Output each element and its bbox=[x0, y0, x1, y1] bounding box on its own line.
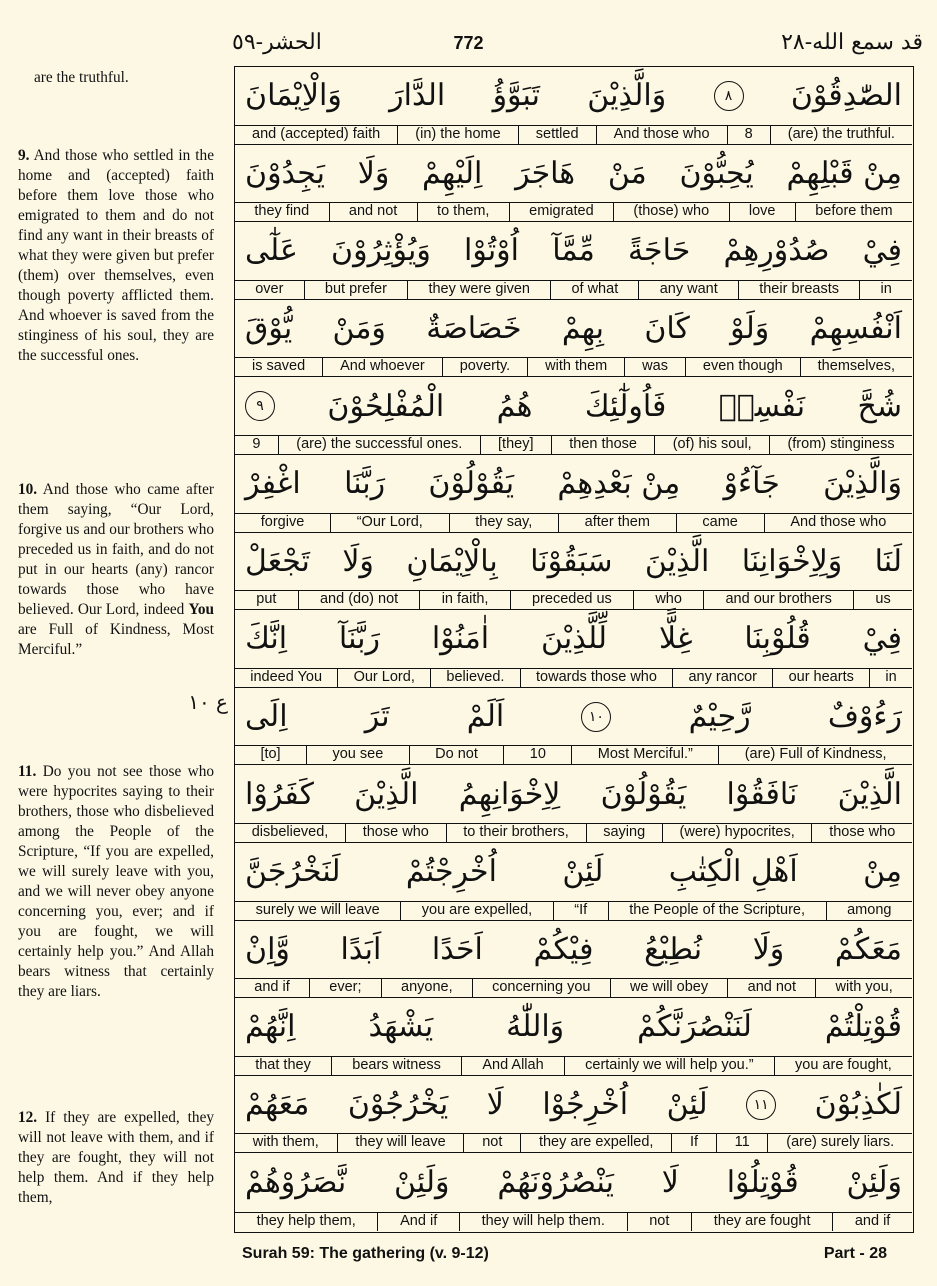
arabic-word: كَانَ bbox=[644, 311, 690, 347]
english-gloss-cell: was bbox=[624, 358, 685, 376]
arabic-word: لِاِخْوَانِهِمُ bbox=[458, 776, 561, 812]
verse-text: And those who came after them saying, “Our Lord, forgive us and our brothers who preceded us in faith, and do not put in our hearts (any) rancor towards those who have believed. Our Lord, indeed bbox=[18, 481, 215, 618]
arabic-word: يَقُوْلُوْنَ bbox=[600, 776, 687, 812]
english-gloss-cell: our hearts bbox=[772, 669, 869, 687]
arabic-word: الَّذِيْنَ bbox=[354, 776, 419, 812]
english-gloss-cell: they will leave bbox=[337, 1134, 464, 1152]
english-gloss-cell: any want bbox=[638, 281, 738, 299]
translation-verse-9 bbox=[18, 146, 214, 366]
arabic-word: الَّذِيْنَ bbox=[644, 543, 710, 579]
arabic-line bbox=[235, 145, 912, 203]
english-gloss-line bbox=[235, 1056, 912, 1075]
english-gloss-cell: (were) hypocrites, bbox=[662, 824, 812, 842]
english-gloss-cell: poverty. bbox=[442, 358, 527, 376]
english-gloss-cell: they help them, bbox=[256, 1212, 356, 1229]
english-gloss-cell: in bbox=[869, 669, 912, 687]
translation-verse-11 bbox=[18, 762, 214, 1002]
arabic-word: قُلُوْبِنَا bbox=[744, 621, 811, 657]
surah-name-arabic: الحشر-٥٩ bbox=[232, 30, 322, 55]
arabic-word: يَقُوْلُوْنَ bbox=[428, 466, 515, 502]
arabic-word: فِيْ bbox=[862, 233, 902, 269]
grid-row bbox=[235, 998, 912, 1076]
page-number: 772 bbox=[453, 33, 484, 53]
arabic-word: اِنَّهُمْ bbox=[245, 1009, 296, 1045]
english-gloss-cell: forgive bbox=[260, 513, 305, 530]
english-gloss-cell: even though bbox=[685, 358, 800, 376]
english-gloss-cell: any rancor bbox=[672, 669, 772, 687]
footer-surah: Surah 59: The gathering (v. 9-12) bbox=[242, 1245, 489, 1262]
english-gloss-cell: [to] bbox=[260, 746, 281, 763]
english-gloss-cell: And if bbox=[377, 1213, 458, 1231]
english-gloss-cell: not bbox=[627, 1213, 692, 1231]
english-gloss-cell: then those bbox=[551, 436, 654, 454]
english-gloss-cell: 8 bbox=[727, 126, 770, 144]
english-gloss-cell: disbelieved, bbox=[251, 823, 329, 840]
english-gloss-cell: (are) surely liars. bbox=[767, 1134, 912, 1152]
english-gloss-line bbox=[235, 202, 912, 221]
english-gloss-cell: “If bbox=[553, 902, 608, 920]
english-gloss-cell: and (do) not bbox=[298, 591, 420, 609]
english-gloss-cell: to their brothers, bbox=[446, 824, 586, 842]
arabic-line bbox=[235, 1076, 912, 1134]
arabic-line bbox=[235, 533, 912, 591]
arabic-word: وَمَنْ bbox=[332, 311, 386, 347]
arabic-word: نُطِيْعُ bbox=[644, 931, 703, 967]
arabic-word: عَلٰٓى bbox=[245, 233, 298, 269]
english-gloss-line bbox=[235, 357, 912, 376]
english-gloss-cell: they are expelled, bbox=[520, 1134, 671, 1152]
arabic-word: الَّذِيْنَ bbox=[837, 776, 902, 812]
arabic-word: يَشْهَدُ bbox=[368, 1009, 434, 1045]
english-gloss-cell: And whoever bbox=[322, 358, 442, 376]
grid-row bbox=[235, 765, 912, 843]
arabic-word: وَالَّذِيْنَ bbox=[823, 466, 902, 502]
arabic-word: رَّحِيْمٌ bbox=[688, 699, 751, 735]
arabic-word: وَلَا bbox=[342, 543, 374, 579]
english-gloss-cell: of what bbox=[550, 281, 638, 299]
arabic-line bbox=[235, 610, 912, 668]
arabic-word: اَنْفُسِهِمْ bbox=[809, 311, 902, 347]
arabic-word: غِلًّا bbox=[658, 621, 693, 657]
arabic-word: يَجِدُوْنَ bbox=[245, 155, 326, 191]
english-gloss-line bbox=[235, 823, 912, 842]
arabic-line bbox=[235, 1153, 912, 1211]
english-gloss-cell: saying bbox=[586, 824, 662, 842]
arabic-line bbox=[235, 222, 912, 280]
ayah-end-mark: ١٠ bbox=[581, 702, 611, 732]
english-gloss-cell: (of) his soul, bbox=[654, 436, 769, 454]
arabic-word: لَا bbox=[486, 1087, 504, 1123]
arabic-word: الصّٰدِقُوْنَ bbox=[790, 78, 902, 114]
english-gloss-line bbox=[235, 435, 912, 454]
arabic-word: لَنَا bbox=[874, 543, 902, 579]
english-gloss-cell: we will obey bbox=[610, 979, 728, 997]
english-gloss-cell: in bbox=[859, 281, 912, 299]
arabic-word: قُوْتِلْتُمْ bbox=[824, 1009, 902, 1045]
english-gloss-cell: And Allah bbox=[461, 1057, 564, 1075]
english-gloss-cell: “Our Lord, bbox=[330, 514, 449, 532]
grid-row bbox=[235, 455, 912, 533]
arabic-word: خَصَاصَةٌ bbox=[426, 311, 522, 347]
page-header bbox=[0, 0, 937, 60]
english-gloss-cell: (are) the truthful. bbox=[770, 126, 912, 144]
arabic-word: تَبَوَّؤُ bbox=[492, 78, 540, 114]
english-gloss-cell: themselves, bbox=[800, 358, 912, 376]
english-gloss-line bbox=[235, 745, 912, 764]
grid-row bbox=[235, 300, 912, 378]
arabic-line bbox=[235, 843, 912, 901]
arabic-word: نَفْسِهٖ bbox=[718, 388, 806, 424]
english-gloss-cell: Most Merciful.” bbox=[571, 746, 718, 764]
arabic-word: وَلَئِنْ bbox=[394, 1164, 450, 1200]
arabic-word: اُوْتُوْا bbox=[464, 233, 520, 269]
verse-number: 10. bbox=[18, 481, 38, 498]
english-gloss-cell: And those who bbox=[596, 126, 727, 144]
arabic-word: مَنْ bbox=[607, 155, 647, 191]
arabic-word: اغْفِرْ bbox=[245, 466, 301, 502]
english-gloss-cell: and (accepted) faith bbox=[252, 125, 381, 142]
english-gloss-cell: you see bbox=[306, 746, 409, 764]
english-gloss-line bbox=[235, 901, 912, 920]
arabic-word: قُوْتِلُوْا bbox=[726, 1164, 799, 1200]
arabic-word: وَلَا bbox=[357, 155, 390, 191]
english-gloss-line bbox=[235, 668, 912, 687]
grid-row bbox=[235, 921, 912, 999]
english-gloss-cell: in faith, bbox=[419, 591, 509, 609]
arabic-word: لَنَنْصُرَنَّكُمْ bbox=[637, 1009, 752, 1045]
english-gloss-cell: bears witness bbox=[331, 1057, 461, 1075]
english-gloss-cell: And those who bbox=[764, 514, 912, 532]
word-by-word-grid bbox=[234, 66, 914, 1233]
english-gloss-cell: those who bbox=[811, 824, 912, 842]
english-gloss-cell: the People of the Scripture, bbox=[608, 902, 826, 920]
ayah-end-mark: ٩ bbox=[245, 391, 275, 421]
arabic-word: مِّمَّآ bbox=[552, 233, 595, 269]
arabic-word: هُمُ bbox=[496, 388, 533, 424]
grid-row bbox=[235, 610, 912, 688]
english-gloss-cell: they will help them. bbox=[459, 1213, 627, 1231]
arabic-word: اُخْرِجُوْا bbox=[542, 1087, 629, 1123]
arabic-word: الْمُفْلِحُوْنَ bbox=[327, 388, 445, 424]
english-gloss-line bbox=[235, 513, 912, 532]
arabic-word: اَبَدًا bbox=[340, 931, 382, 967]
english-gloss-cell: concerning you bbox=[472, 979, 610, 997]
english-gloss-cell: Do not bbox=[409, 746, 504, 764]
arabic-word: اُخْرِجْتُمْ bbox=[405, 854, 497, 890]
verse-text-bold: You bbox=[188, 601, 214, 618]
arabic-word: تَجْعَلْ bbox=[245, 543, 310, 579]
english-gloss-cell: anyone, bbox=[381, 979, 472, 997]
verse-text: And those who settled in the home and (accepted) faith before them love those who emigrated to them and do not find any want in their breasts of what they were given but prefer (them) over themselves, even though poverty afflicted them. And whoever is saved from the stinginess of his soul, they are the successful ones. bbox=[18, 147, 214, 364]
english-gloss-line bbox=[235, 978, 912, 997]
arabic-word: وَلِاِخْوَانِنَا bbox=[741, 543, 843, 579]
english-gloss-cell: after them bbox=[558, 514, 676, 532]
arabic-word: هَاجَرَ bbox=[515, 155, 576, 191]
ruku-mark: ع ١٠ bbox=[188, 690, 228, 714]
arabic-word: يَنْصُرُوْنَهُمْ bbox=[497, 1164, 614, 1200]
english-gloss-cell: and not bbox=[727, 979, 815, 997]
arabic-word: حَاجَةً bbox=[627, 233, 691, 269]
grid-row bbox=[235, 533, 912, 611]
english-gloss-cell: towards those who bbox=[520, 669, 672, 687]
arabic-word: نَافَقُوْا bbox=[726, 776, 798, 812]
arabic-word: سَبَقُوْنَا bbox=[530, 543, 613, 579]
verse-number: 11. bbox=[18, 763, 37, 780]
english-gloss-cell: Our Lord, bbox=[337, 669, 430, 687]
verse-number: 12. bbox=[18, 1109, 38, 1126]
arabic-line bbox=[235, 921, 912, 979]
arabic-line bbox=[235, 688, 912, 746]
grid-row bbox=[235, 145, 912, 223]
footer-part: Part - 28 bbox=[823, 1245, 887, 1262]
arabic-word: لَنَخْرُجَنَّ bbox=[245, 854, 341, 890]
arabic-line bbox=[235, 998, 912, 1056]
english-gloss-cell: those who bbox=[345, 824, 446, 842]
english-gloss-line bbox=[235, 125, 912, 144]
arabic-word: نَّصَرُوْهُمْ bbox=[245, 1164, 347, 1200]
juz-name-arabic: قد سمع الله-٢٨ bbox=[781, 30, 923, 55]
arabic-word: بِالْاِيْمَانِ bbox=[406, 543, 498, 579]
english-gloss-cell: that they bbox=[255, 1056, 311, 1073]
arabic-word: لِّلَّذِيْنَ bbox=[541, 621, 608, 657]
english-gloss-cell: came bbox=[676, 514, 764, 532]
arabic-word: اِلَى bbox=[245, 699, 288, 735]
english-gloss-cell: you are expelled, bbox=[400, 902, 553, 920]
verse-number: 9. bbox=[18, 147, 30, 164]
arabic-word: وَالَّذِيْنَ bbox=[587, 78, 667, 114]
english-gloss-cell: emigrated bbox=[509, 203, 613, 221]
translation-continuation: are the truthful. bbox=[34, 69, 129, 86]
translation-verse-12 bbox=[18, 1108, 214, 1208]
english-gloss-line bbox=[235, 1212, 912, 1231]
english-gloss-cell: but prefer bbox=[304, 281, 408, 299]
arabic-word: اَلَمْ bbox=[466, 699, 505, 735]
english-gloss-cell: to them, bbox=[417, 203, 509, 221]
grid-row bbox=[235, 377, 912, 455]
arabic-word: يُحِبُّوْنَ bbox=[679, 155, 754, 191]
ayah-end-mark: ١١ bbox=[746, 1090, 776, 1120]
english-gloss-cell: who bbox=[633, 591, 703, 609]
arabic-word: يَخْرُجُوْنَ bbox=[347, 1087, 449, 1123]
english-gloss-cell: 11 bbox=[716, 1134, 768, 1152]
english-gloss-cell: you are fought, bbox=[774, 1057, 912, 1075]
arabic-word: وَالْاِيْمَانَ bbox=[245, 78, 342, 114]
arabic-word: اِنَّكَ bbox=[245, 621, 288, 657]
english-gloss-cell: believed. bbox=[430, 669, 520, 687]
english-gloss-cell: (from) stinginess bbox=[769, 436, 912, 454]
ayah-end-mark: ٨ bbox=[714, 81, 744, 111]
english-gloss-cell: among bbox=[826, 902, 912, 920]
english-gloss-cell: settled bbox=[518, 126, 596, 144]
english-gloss-cell: love bbox=[729, 203, 795, 221]
english-gloss-cell: with them bbox=[527, 358, 624, 376]
english-gloss-cell: (in) the home bbox=[397, 126, 518, 144]
arabic-word: وَاللّٰهُ bbox=[506, 1009, 565, 1045]
arabic-word: رَبَّنَا bbox=[344, 466, 386, 502]
grid-row bbox=[235, 67, 912, 145]
grid-row bbox=[235, 843, 912, 921]
english-gloss-line bbox=[235, 280, 912, 299]
english-gloss-cell: put bbox=[256, 591, 277, 608]
arabic-word: مِنْ بَعْدِهِمْ bbox=[557, 466, 681, 502]
english-gloss-cell: us bbox=[853, 591, 912, 609]
english-gloss-cell: before them bbox=[795, 203, 912, 221]
grid-row bbox=[235, 222, 912, 300]
arabic-word: يُّوْقَ bbox=[245, 311, 293, 347]
arabic-line bbox=[235, 300, 912, 358]
grid-row bbox=[235, 1076, 912, 1154]
verse-text: are Full of Kindness, Most Merciful.” bbox=[18, 621, 214, 658]
arabic-word: لَئِنْ bbox=[666, 1087, 708, 1123]
arabic-word: فِيْكُمْ bbox=[533, 931, 594, 967]
arabic-word: اٰمَنُوْا bbox=[431, 621, 490, 657]
arabic-line bbox=[235, 455, 912, 513]
grid-row bbox=[235, 1153, 912, 1231]
arabic-word: اِلَيْهِمْ bbox=[422, 155, 483, 191]
english-gloss-cell: (those) who bbox=[613, 203, 729, 221]
english-gloss-cell: their breasts bbox=[738, 281, 859, 299]
arabic-word: كَفَرُوْا bbox=[245, 776, 314, 812]
arabic-word: لَكٰذِبُوْنَ bbox=[814, 1087, 902, 1123]
arabic-word: فَاُولٰٓئِكَ bbox=[584, 388, 667, 424]
english-gloss-cell: and if bbox=[832, 1213, 912, 1231]
arabic-line bbox=[235, 765, 912, 823]
english-gloss-cell: over bbox=[255, 280, 284, 297]
arabic-line bbox=[235, 377, 912, 435]
arabic-word: صُدُوْرِهِمْ bbox=[723, 233, 830, 269]
english-gloss-line bbox=[235, 590, 912, 609]
english-gloss-cell: preceded us bbox=[510, 591, 633, 609]
arabic-word: لَئِنْ bbox=[562, 854, 604, 890]
arabic-line bbox=[235, 67, 912, 125]
arabic-word: وَّاِنْ bbox=[245, 931, 290, 967]
arabic-word: رَبَّنَآ bbox=[338, 621, 380, 657]
arabic-word: مِنْ bbox=[863, 854, 902, 890]
arabic-word: وَلَا bbox=[752, 931, 785, 967]
arabic-word: رَءُوْفٌ bbox=[827, 699, 902, 735]
translation-verse-10 bbox=[18, 480, 214, 660]
english-gloss-cell: and if bbox=[254, 979, 290, 996]
arabic-word: وَيُؤْثِرُوْنَ bbox=[331, 233, 431, 269]
english-gloss-cell: [they] bbox=[480, 436, 551, 454]
english-gloss-cell: they are fought bbox=[691, 1213, 832, 1231]
english-gloss-cell: is saved bbox=[251, 358, 306, 375]
arabic-word: اَحَدًا bbox=[431, 931, 483, 967]
verse-text: Do you not see those who were hypocrites saying to their brothers, those who disbelieved among the People of the Scripture, “If you are expelled, we will surely leave with you, and we will never obey anyone concerning you, ever; and if you are fought, we will certainly help you.” And Allah bears witness that certainly they are liars. bbox=[18, 763, 214, 1000]
arabic-word: بِهِمْ bbox=[561, 311, 604, 347]
english-gloss-cell: with you, bbox=[815, 979, 912, 997]
english-gloss-cell: and our brothers bbox=[703, 591, 853, 609]
english-gloss-cell: (are) Full of Kindness, bbox=[718, 746, 912, 764]
english-gloss-cell: not bbox=[463, 1134, 520, 1152]
arabic-word: مَعَكُمْ bbox=[834, 931, 902, 967]
arabic-word: وَلَئِنْ bbox=[846, 1164, 902, 1200]
english-gloss-cell: 9 bbox=[252, 435, 261, 452]
arabic-word: شُحَّ bbox=[857, 388, 902, 424]
english-gloss-cell: 10 bbox=[503, 746, 571, 764]
english-gloss-cell: indeed You bbox=[250, 668, 323, 685]
english-gloss-cell: and not bbox=[329, 203, 417, 221]
arabic-word: اَهْلِ الْكِتٰبِ bbox=[668, 854, 798, 890]
arabic-word: لَا bbox=[661, 1164, 679, 1200]
arabic-word: الدَّارَ bbox=[389, 78, 446, 114]
english-gloss-cell: they find bbox=[254, 203, 310, 220]
english-gloss-cell: they were given bbox=[407, 281, 550, 299]
arabic-word: تَرَ bbox=[364, 699, 390, 735]
english-gloss-cell: ever; bbox=[309, 979, 381, 997]
arabic-word: جَآءُوْ bbox=[723, 466, 780, 502]
english-gloss-cell: with them, bbox=[252, 1134, 319, 1151]
english-gloss-cell: (are) the successful ones. bbox=[278, 436, 480, 454]
english-gloss-line bbox=[235, 1133, 912, 1152]
grid-row bbox=[235, 688, 912, 766]
english-gloss-cell: certainly we will help you.” bbox=[564, 1057, 774, 1075]
verse-text: If they are expelled, they will not leave with them, and if they are fought, they will not help them. And if they help them, bbox=[18, 1109, 215, 1206]
english-gloss-cell: they say, bbox=[449, 514, 558, 532]
arabic-word: وَلَوْ bbox=[730, 311, 770, 347]
arabic-word: فِيْ bbox=[862, 621, 902, 657]
english-gloss-cell: surely we will leave bbox=[255, 901, 380, 918]
arabic-word: مِنْ قَبْلِهِمْ bbox=[786, 155, 902, 191]
arabic-word: مَعَهُمْ bbox=[245, 1087, 310, 1123]
english-gloss-cell: If bbox=[671, 1134, 716, 1152]
